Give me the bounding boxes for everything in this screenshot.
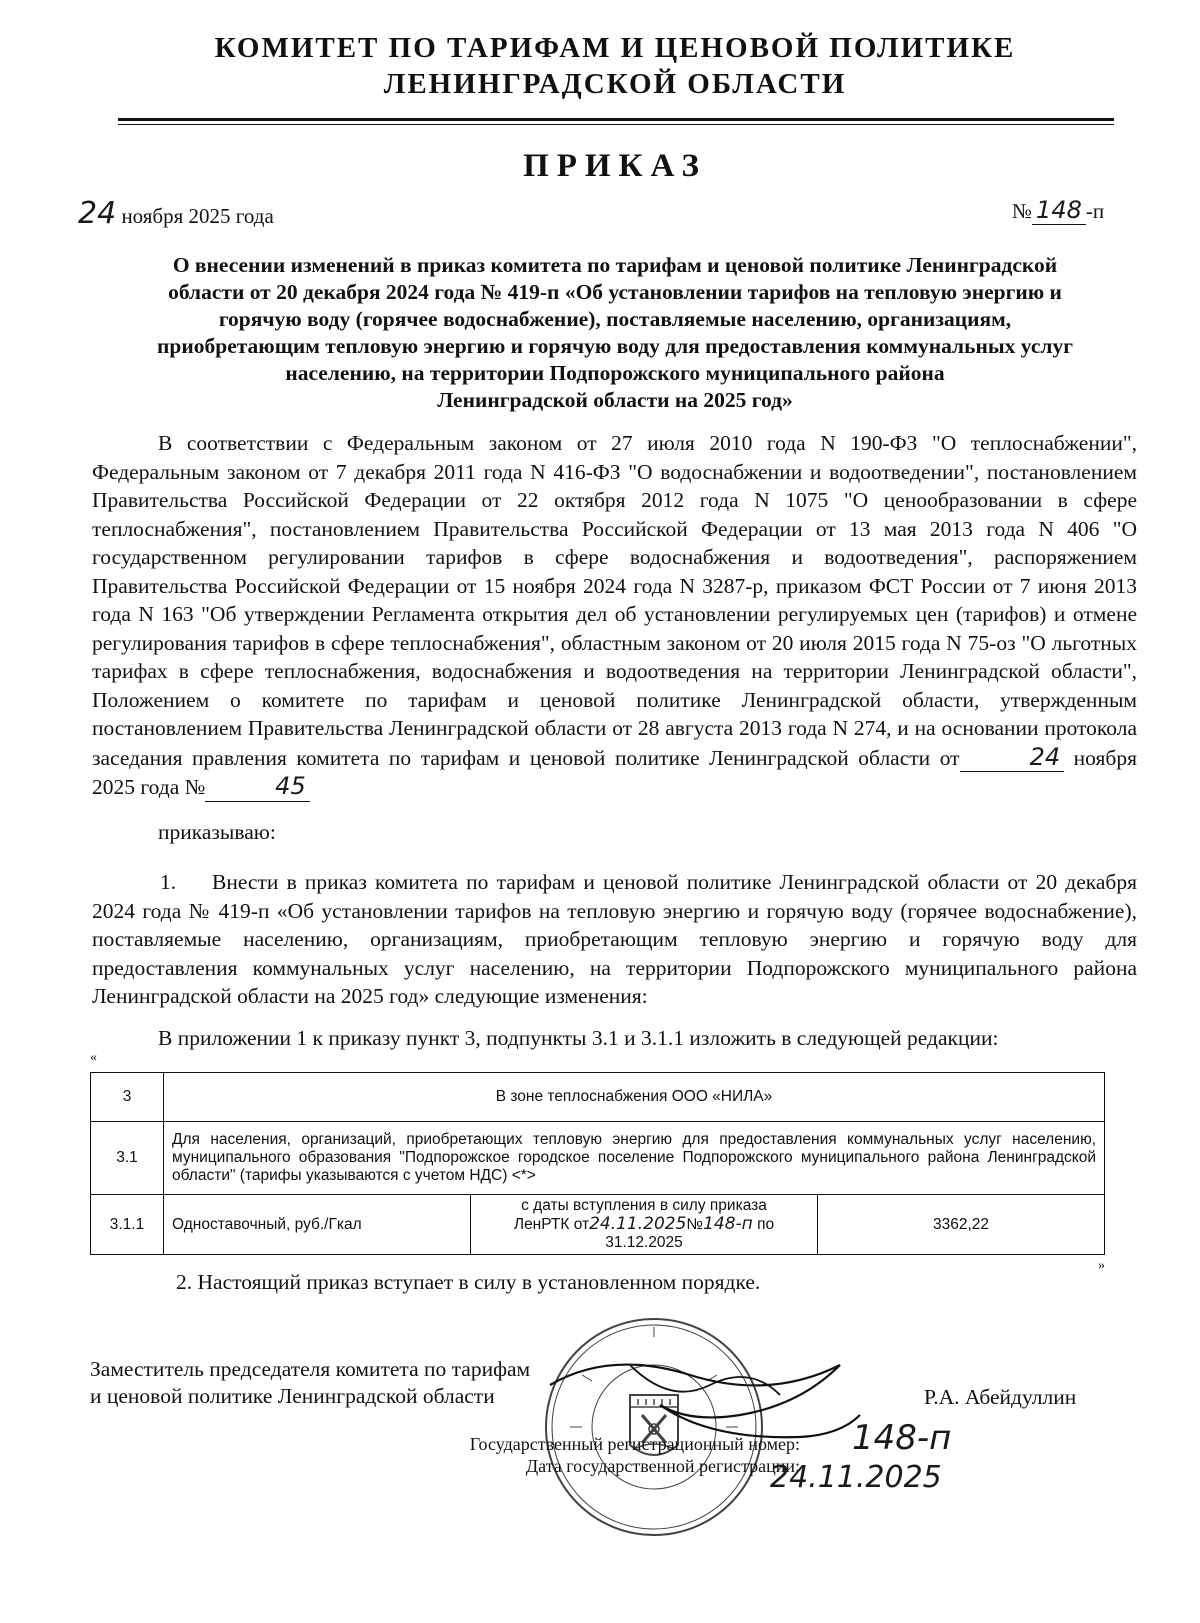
period-end: 31.12.2025 — [605, 1234, 683, 1251]
period-line2 — [479, 1215, 809, 1234]
tariff-table — [90, 1072, 1105, 1255]
consumer-description: Для населения, организаций, приобретающих тепловую энергию для предоставления коммунальных услуг населению, муниципального образования "Подпорожское городское поселение Подпорожского муниципального района Ленинградской области" (тарифы указываются с учетом НДС) <*> — [164, 1122, 1105, 1195]
row-number: 3 — [91, 1073, 164, 1122]
quote-close: » — [1098, 1258, 1105, 1273]
period-number-handwritten: 148-п — [703, 1214, 753, 1234]
subject-line: О внесении изменений в приказ комитета по тарифам и ценовой политике Ленинградской — [172, 253, 1058, 277]
order-number-handwritten: 148 — [1032, 196, 1086, 225]
signatory-position — [90, 1356, 530, 1410]
table-row — [91, 1122, 1105, 1195]
protocol-number-handwritten: 45 — [205, 772, 310, 802]
row-number: 3.1 — [91, 1122, 164, 1195]
subject-line: населению, на территории Подпорожского муниципального района — [285, 361, 945, 385]
period-post: по — [757, 1216, 775, 1233]
header-rule-thick — [118, 118, 1114, 121]
registration-number-handwritten: 148-п — [852, 1418, 952, 1458]
document-title: ПРИКАЗ — [523, 148, 707, 184]
table-row — [91, 1073, 1105, 1122]
item-text: Внести в приказ комитета по тарифам и ценовой политике Ленинградской области от 20 декабря 2024 года № 419-п «Об установлении тарифов на тепловую энергию и горячую воду (горячее водоснабжение), поставляемые населению, организациям, приобретающим тепловую энергию и горячую воду для предоставления коммунальных услуг населению, на территории Подпорожского муниципального района Ленинградской области на 2025 год» следующие изменения: — [92, 870, 1137, 1008]
order-date — [78, 196, 274, 231]
order-day-handwritten: 24 — [78, 196, 117, 231]
zone-title: В зоне теплоснабжения ООО «НИЛА» — [164, 1073, 1105, 1122]
registration-date-label: Дата государственной регистрации: — [525, 1456, 800, 1476]
position-line: Заместитель председателя комитета по тарифам — [90, 1357, 531, 1381]
order-subject — [90, 252, 1140, 414]
order-item-1-sub: В приложении 1 к приказу пункт 3, подпункты 3.1 и 3.1.1 изложить в следующей редакции: — [158, 1026, 999, 1050]
subject-line: горячую воду (горячее водоснабжение), поставляемые населению, организациям, — [218, 307, 1012, 331]
order-date-rest: ноября 2025 года — [121, 204, 274, 228]
org-name-line2: ЛЕНИНГРАДСКОЙ ОБЛАСТИ — [383, 68, 847, 100]
subject-line: Ленинградской области на 2025 год» — [437, 388, 793, 412]
order-item-1 — [92, 868, 1137, 1011]
registration-number-label: Государственный регистрационный номер: — [469, 1434, 800, 1454]
registration-date-handwritten: 24.11.2025 — [770, 1460, 942, 1495]
signatory-name: Р.А. Абейдуллин — [924, 1385, 1077, 1409]
position-line: и ценовой политике Ленинградской области — [90, 1384, 495, 1408]
row-number: 3.1.1 — [91, 1195, 164, 1255]
order-number-suffix: -п — [1085, 199, 1105, 223]
tariff-value: 3362,22 — [818, 1195, 1105, 1255]
subject-line: области от 20 декабря 2024 года № 419-п «Об установлении тарифов на тепловую энергию и — [168, 280, 1062, 304]
preamble-paragraph — [92, 429, 1137, 802]
protocol-day-handwritten: 24 — [960, 743, 1065, 773]
period-line1: с даты вступления в силу приказа — [521, 1197, 767, 1214]
protocol-date-rest: ноября 2025 года № — [92, 745, 1137, 799]
order-number — [1012, 196, 1104, 225]
order-number-prefix: № — [1012, 199, 1033, 223]
subject-line: приобретающим тепловую энергию и горячую воду для предоставления коммунальных услуг — [157, 334, 1073, 358]
quote-open: « — [90, 1050, 97, 1065]
header-rule-thin — [118, 124, 1114, 125]
tariff-period — [471, 1195, 818, 1255]
period-date-handwritten: 24.11.2025 — [589, 1214, 687, 1234]
order-item-2: 2. Настоящий приказ вступает в силу в установленном порядке. — [176, 1270, 761, 1294]
item-number: 1. — [160, 870, 177, 894]
tariff-name: Одноставочный, руб./Гкал — [164, 1195, 471, 1255]
period-no: № — [686, 1216, 704, 1233]
table-row — [91, 1195, 1105, 1255]
order-word: приказываю: — [158, 820, 276, 844]
org-name-line1: КОМИТЕТ ПО ТАРИФАМ И ЦЕНОВОЙ ПОЛИТИКЕ — [214, 32, 1016, 64]
registration-block — [430, 1433, 800, 1477]
period-pre: ЛенРТК от — [513, 1216, 590, 1233]
preamble-text: В соответствии с Федеральным законом от 27 июля 2010 года N 190-ФЗ "О теплоснабжении", Федеральным законом от 7 декабря 2011 года N 416-ФЗ "О водоснабжении и водоотведении", постановлением Правительства Российской Федерации от 22 октября 2012 года N 1075 "О ценообразовании в сфере теплоснабжения", постановлением Правительства Российской Федерации от 13 мая 2013 года N 406 "О государственном регулировании тарифов в сфере водоснабжения и водоотведения", распоряжением Правительства Российской Федерации от 15 ноября 2024 года N 3287-р, приказом ФСТ России от 7 июня 2013 года N 163 "Об утверждении Регламента открытия дел об установлении регулируемых цен (тарифов) и отмене регулирования тарифов в сфере теплоснабжения", областным законом от 20 июля 2015 года N 75-оз "О льготных тарифах в сфере теплоснабжения, водоснабжения и водоотведения на территории Ленинградской области", Положением о комитете по тарифам и ценовой политике Ленинградской области, утвержденным постановлением Правительства Ленинградской области от 28 августа 2013 года N 274, и на основании протокола заседания правления комитета по тарифам и ценовой политике Ленинградской области от — [92, 431, 1137, 770]
